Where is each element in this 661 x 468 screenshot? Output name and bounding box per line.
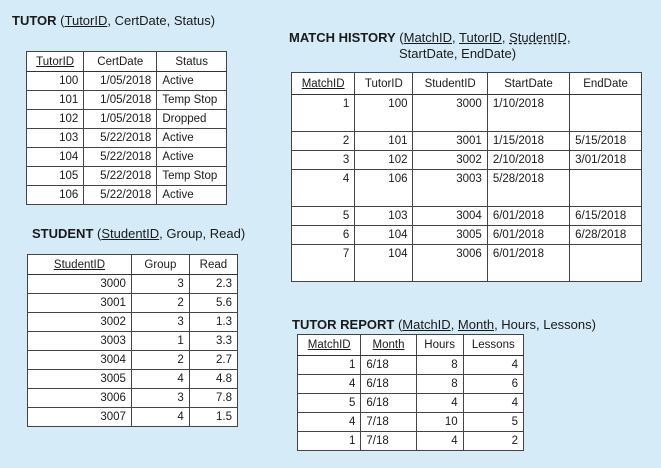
table-cell — [570, 170, 642, 207]
table-cell — [570, 245, 642, 282]
table-cell: 6/18 — [361, 375, 416, 394]
table-cell: 5 — [298, 394, 361, 413]
table-cell: 2 — [131, 351, 189, 370]
table-cell: 1/05/2018 — [84, 72, 157, 91]
table-row — [28, 294, 238, 313]
table-cell: 3006 — [413, 245, 487, 282]
table-cell: 3 — [292, 151, 355, 170]
table-row — [27, 110, 227, 129]
column-header: StartDate — [487, 73, 569, 95]
table-row — [292, 245, 642, 282]
match-history-title-line2: StartDate, EndDate) — [399, 46, 517, 61]
table-cell: 3004 — [28, 351, 132, 370]
table-cell: Active — [157, 72, 227, 91]
tutor-report-title: TUTOR REPORT (MatchID, Month, Hours, Lessons) — [292, 317, 596, 332]
table-cell: Active — [157, 148, 227, 167]
table-cell: 6/01/2018 — [487, 245, 569, 282]
student-title: STUDENT (StudentID, Group, Read) — [32, 226, 246, 241]
table-cell: 100 — [27, 72, 84, 91]
table-row — [298, 394, 524, 413]
table-cell: 1 — [298, 356, 361, 375]
table-cell: 3007 — [28, 408, 132, 427]
table-cell: 1 — [298, 432, 361, 451]
table-cell: 5/22/2018 — [84, 167, 157, 186]
column-header: StudentID — [413, 73, 487, 95]
tutor-title: TUTOR (TutorID, CertDate, Status) — [12, 13, 216, 28]
table-cell: 3 — [131, 275, 189, 294]
table-cell: 101 — [355, 132, 413, 151]
student-table — [27, 254, 238, 427]
table-cell: Temp Stop — [157, 167, 227, 186]
table-row — [292, 170, 642, 207]
table-row — [28, 332, 238, 351]
table-cell: 3 — [131, 313, 189, 332]
table-cell: 3002 — [413, 151, 487, 170]
table-cell: 103 — [27, 129, 84, 148]
table-cell: 1/10/2018 — [487, 95, 569, 132]
table-cell: 3.3 — [189, 332, 237, 351]
table-row — [298, 413, 524, 432]
table-cell: 8 — [416, 375, 463, 394]
table-cell: 4 — [463, 356, 523, 375]
column-header: Lessons — [463, 335, 523, 356]
table-cell: 2/10/2018 — [487, 151, 569, 170]
table-cell: 101 — [27, 91, 84, 110]
table-cell: 1.3 — [189, 313, 237, 332]
column-header: EndDate — [570, 73, 642, 95]
table-cell: 105 — [27, 167, 84, 186]
table-cell: 104 — [355, 226, 413, 245]
table-cell: 103 — [355, 207, 413, 226]
table-cell: Temp Stop — [157, 91, 227, 110]
table-cell: 4.8 — [189, 370, 237, 389]
table-row — [28, 370, 238, 389]
table-cell: 4 — [131, 370, 189, 389]
table-cell: 2 — [131, 294, 189, 313]
table-cell: 1/05/2018 — [84, 91, 157, 110]
table-cell: 7 — [292, 245, 355, 282]
table-row — [28, 389, 238, 408]
table-cell: 8 — [416, 356, 463, 375]
table-cell: 104 — [27, 148, 84, 167]
table-row — [298, 375, 524, 394]
table-cell: 1/05/2018 — [84, 110, 157, 129]
table-cell: 7/18 — [361, 413, 416, 432]
table-cell: 6/01/2018 — [487, 207, 569, 226]
table-cell: 6/01/2018 — [487, 226, 569, 245]
table-cell: 4 — [298, 375, 361, 394]
table-cell: 3 — [131, 389, 189, 408]
table-cell: 10 — [416, 413, 463, 432]
table-cell: 7/18 — [361, 432, 416, 451]
table-cell: 5/15/2018 — [570, 132, 642, 151]
table-cell: 102 — [27, 110, 84, 129]
table-cell: 5/22/2018 — [84, 129, 157, 148]
table-cell: 4 — [416, 432, 463, 451]
table-cell: 6/15/2018 — [570, 207, 642, 226]
table-cell: 5.6 — [189, 294, 237, 313]
table-row — [298, 356, 524, 375]
table-cell: 5/22/2018 — [84, 186, 157, 205]
table-cell: 2.3 — [189, 275, 237, 294]
table-cell: 4 — [131, 408, 189, 427]
table-row — [292, 207, 642, 226]
tutor-key-attr: TutorID — [64, 13, 108, 28]
column-header: MatchID — [292, 73, 355, 95]
table-row — [27, 148, 227, 167]
table-cell: 5/22/2018 — [84, 148, 157, 167]
column-header: StudentID — [28, 255, 132, 275]
table-cell: 5/28/2018 — [487, 170, 569, 207]
column-header: TutorID — [355, 73, 413, 95]
column-header: MatchID — [298, 335, 361, 356]
table-cell: Active — [157, 186, 227, 205]
table-row — [27, 91, 227, 110]
column-header: Read — [189, 255, 237, 275]
table-cell: 104 — [355, 245, 413, 282]
table-cell: 3006 — [28, 389, 132, 408]
table-cell: Dropped — [157, 110, 227, 129]
table-cell: 106 — [27, 186, 84, 205]
table-cell: 3001 — [28, 294, 132, 313]
table-cell: 3000 — [413, 95, 487, 132]
table-cell: 3005 — [28, 370, 132, 389]
table-row — [28, 275, 238, 294]
match-history-table — [291, 72, 642, 282]
table-cell: 3005 — [413, 226, 487, 245]
table-cell: 6/18 — [361, 394, 416, 413]
tutor-report-table — [297, 334, 524, 451]
tutor-table — [26, 51, 227, 205]
table-cell: 4 — [463, 394, 523, 413]
table-row — [27, 129, 227, 148]
table-cell: 6/28/2018 — [570, 226, 642, 245]
table-cell: 4 — [416, 394, 463, 413]
table-row — [292, 151, 642, 170]
table-cell: 3004 — [413, 207, 487, 226]
table-row — [27, 72, 227, 91]
table-cell: 6 — [292, 226, 355, 245]
table-cell: Active — [157, 129, 227, 148]
column-header: CertDate — [84, 52, 157, 72]
table-cell: 5 — [463, 413, 523, 432]
column-header: Group — [131, 255, 189, 275]
table-row — [28, 408, 238, 427]
table-cell: 3/01/2018 — [570, 151, 642, 170]
table-cell: 3003 — [413, 170, 487, 207]
table-cell: 3003 — [28, 332, 132, 351]
table-cell: 6 — [463, 375, 523, 394]
table-cell: 1 — [131, 332, 189, 351]
table-row — [27, 167, 227, 186]
table-cell: 2 — [463, 432, 523, 451]
table-cell: 6/18 — [361, 356, 416, 375]
table-cell: 100 — [355, 95, 413, 132]
student-key-attr: StudentID — [101, 226, 160, 241]
table-cell: 7.8 — [189, 389, 237, 408]
column-header: Month — [361, 335, 416, 356]
table-cell: 1/15/2018 — [487, 132, 569, 151]
table-cell: 4 — [298, 413, 361, 432]
match-history-title: MATCH HISTORY (MatchID, TutorID, StudentID, — [289, 30, 571, 45]
table-cell: 3001 — [413, 132, 487, 151]
column-header: TutorID — [27, 52, 84, 72]
table-row — [298, 432, 524, 451]
table-cell: 1.5 — [189, 408, 237, 427]
table-cell: 3000 — [28, 275, 132, 294]
table-cell: 5 — [292, 207, 355, 226]
table-cell: 106 — [355, 170, 413, 207]
table-row — [27, 186, 227, 205]
table-cell: 4 — [292, 170, 355, 207]
table-row — [28, 313, 238, 332]
table-cell: 1 — [292, 95, 355, 132]
table-cell: 2.7 — [189, 351, 237, 370]
table-row — [292, 132, 642, 151]
table-row — [292, 226, 642, 245]
table-cell: 102 — [355, 151, 413, 170]
table-row — [28, 351, 238, 370]
table-cell: 2 — [292, 132, 355, 151]
column-header: Hours — [416, 335, 463, 356]
table-cell — [570, 95, 642, 132]
column-header: Status — [157, 52, 227, 72]
table-row — [292, 95, 642, 132]
table-cell: 3002 — [28, 313, 132, 332]
